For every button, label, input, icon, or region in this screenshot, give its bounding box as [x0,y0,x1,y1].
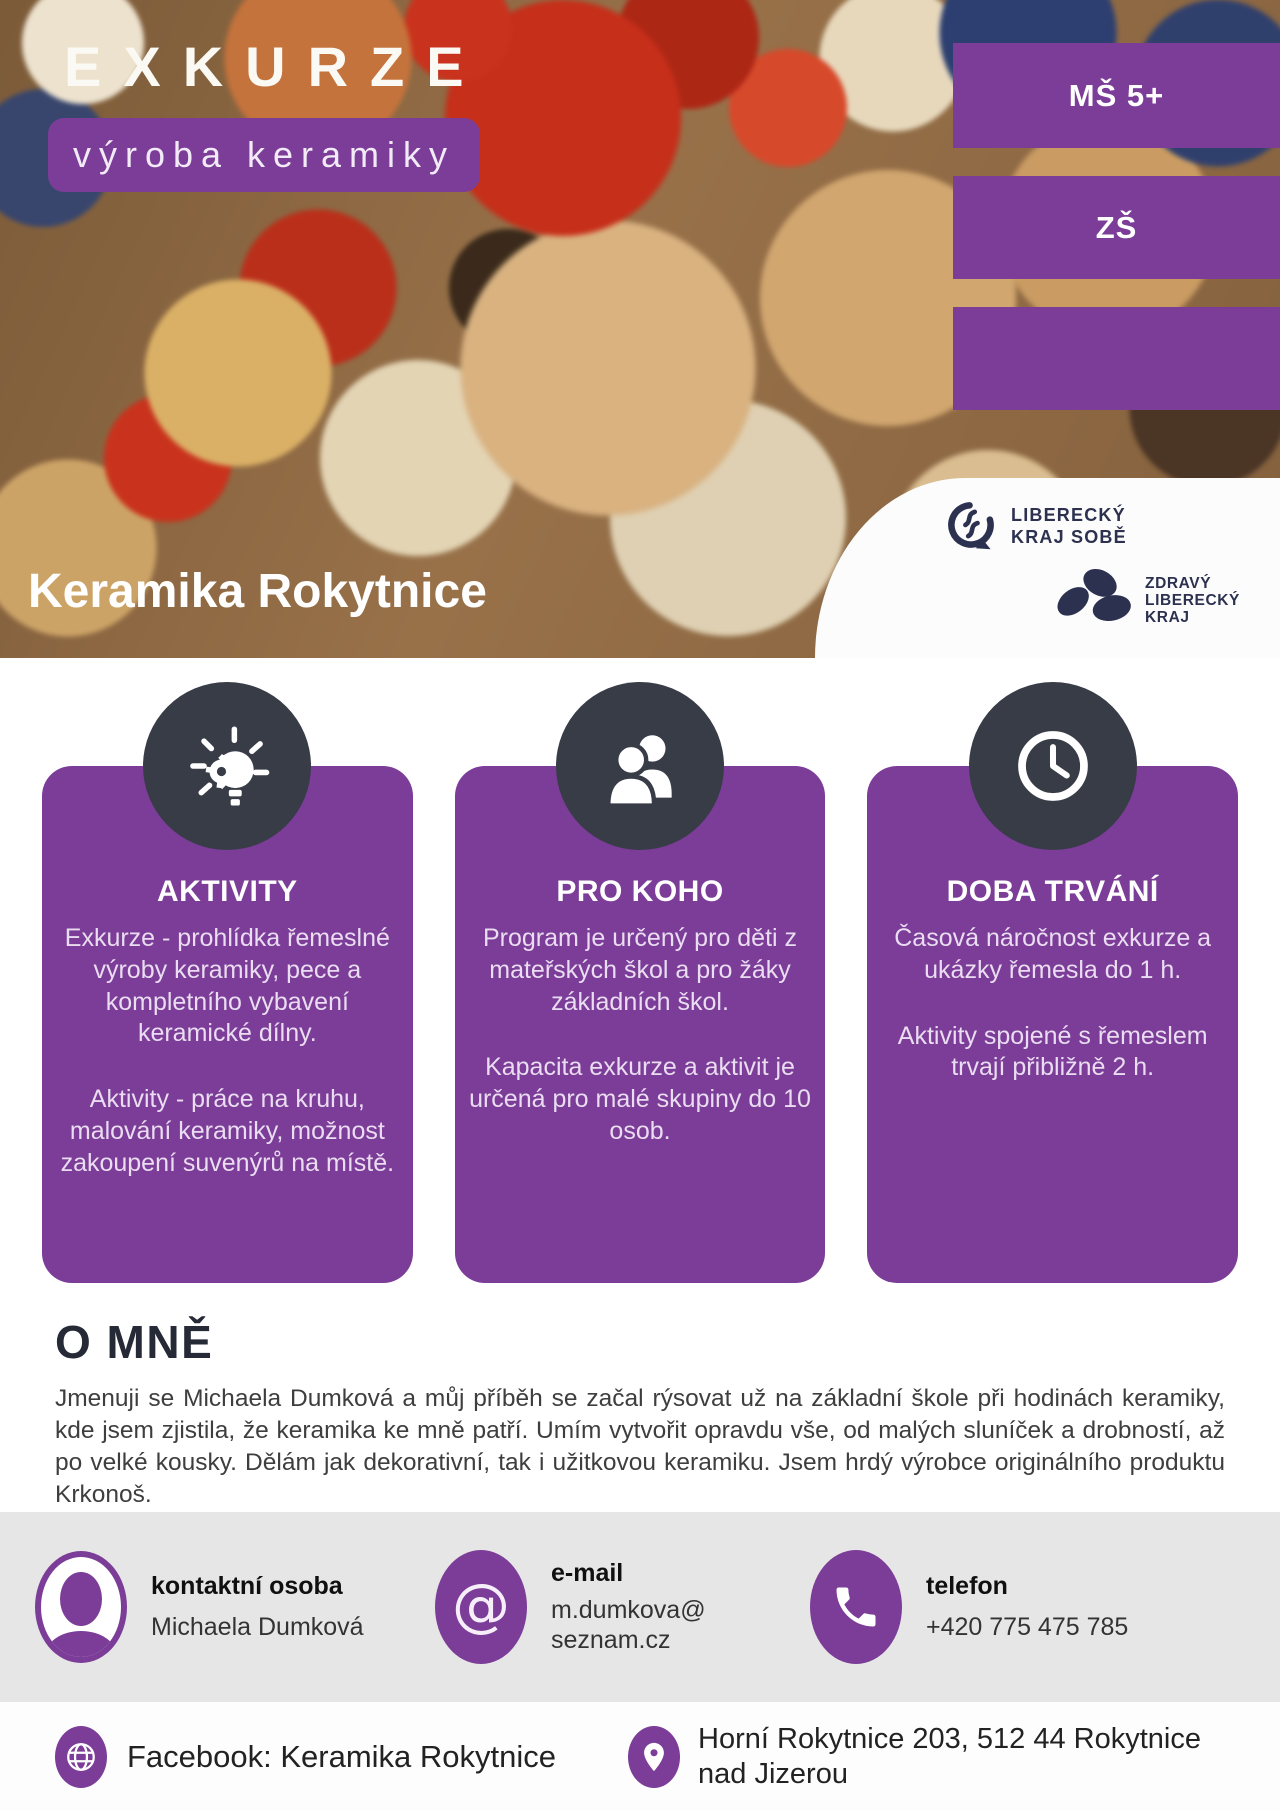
at-sign-icon: @ [435,1550,527,1664]
email-line2: seznam.cz [551,1625,671,1654]
person-icon-head [60,1572,102,1626]
card-pro-koho [455,682,826,1283]
card-paragraph: Časová náročnost exkurze a ukázky řemesla do 1 h. [894,924,1212,984]
petals-icon [1053,566,1137,635]
card-paragraph: Program je určený pro děti z mateřských škol a pro žáky základních škol. [482,924,798,1016]
zdravy-liberecky-kraj-logo [1053,566,1240,635]
page-title: EXKURZE [64,35,486,98]
logo-line: KRAJ SOBĚ [1011,526,1127,547]
address-item [628,1722,1201,1790]
card-title: DOBA TRVÁNÍ [946,875,1159,908]
footer-section [0,1702,1280,1811]
brand-title: Keramika Rokytnice [28,565,487,618]
people-icon [556,682,724,850]
logo-line: LIBERECKÝ [1011,504,1126,525]
location-pin-icon [628,1726,680,1788]
card-doba-trvani [867,682,1238,1283]
contact-section [0,1512,1280,1702]
info-cards-section [0,658,1280,1283]
card-paragraph: Kapacita exkurze a aktivit je určená pro malé skupiny do 10 osob. [469,1053,811,1145]
contact-phone-value: +420 775 475 785 [926,1613,1129,1641]
contact-person-value: Michaela Dumková [151,1613,364,1641]
card-title: PRO KOHO [556,875,724,908]
facebook-text: Facebook: Keramika Rokytnice [127,1738,557,1774]
subtitle-badge [48,118,480,192]
age-badge-ms [953,43,1280,148]
contact-person-label: kontaktní osoba [151,1572,343,1600]
address-line1: Horní Rokytnice 203, 512 44 Rokytnice [698,1723,1201,1756]
phone-icon [810,1550,902,1664]
about-paragraph: Jmenuji se Michaela Dumková a můj příběh se začal rýsovat už na základní škole při hodinách keramiky, kde jsem zjistila, že keramika ke mně patří. Umím vytvořit opravdu vše, od malých sluníček a drobností, až po velké kousky. Dělám jak dekorativní, tak i užitkovou keramiku. Jsem hrdý výrobce originálního produktu Krkonoš. [55,1385,1225,1509]
idea-lightbulb-icon [143,682,311,850]
logo-line: ZDRAVÝ [1145,574,1212,592]
person-icon-body [45,1631,117,1663]
facebook-item [55,1726,556,1788]
hero-section [0,0,1280,658]
logo-line: KRAJ [1145,609,1190,627]
contact-phone [810,1550,1128,1664]
card-paragraph: Aktivity spojené s řemeslem trvají přibližně 2 h. [897,1021,1208,1082]
age-badge-zs-label: ZŠ [1095,209,1138,245]
contact-phone-label: telefon [926,1572,1008,1600]
subtitle-badge-label: výroba keramiky [72,134,456,175]
contact-email-value [551,1596,706,1655]
liberecky-kraj-sobe-logo [943,496,1127,557]
card-paragraph: Exkurze - prohlídka řemeslné výroby keramiky, pece a kompletního vybavení keramické dílny. [64,924,390,1048]
email-line1: m.dumkova@ [551,1596,706,1624]
contact-email-label: e-mail [551,1559,624,1587]
speech-bubble-s-icon [943,496,999,557]
age-badge-empty [953,307,1280,410]
zdravy-liberecky-kraj-text [1145,575,1240,626]
about-section [0,1283,1280,1512]
age-badge-ms-label: MŠ 5+ [1068,77,1165,113]
globe-icon [55,1726,107,1788]
card-title: AKTIVITY [157,875,298,908]
clock-icon [969,682,1137,850]
logo-panel [815,478,1280,658]
contact-person [35,1551,435,1663]
card-aktivity [42,682,413,1283]
age-badge-zs [953,176,1280,279]
address-line2: nad Jizerou [698,1757,848,1790]
logo-line: LIBERECKÝ [1145,591,1240,609]
card-paragraph: Aktivity - práce na kruhu, malování keramiky, možnost zakoupení suvenýrů na místě. [60,1085,395,1177]
liberecky-kraj-sobe-text [1011,505,1127,548]
address-text [698,1722,1201,1790]
person-icon [35,1551,127,1663]
about-heading: O MNĚ [55,1316,214,1368]
contact-email [435,1550,810,1664]
